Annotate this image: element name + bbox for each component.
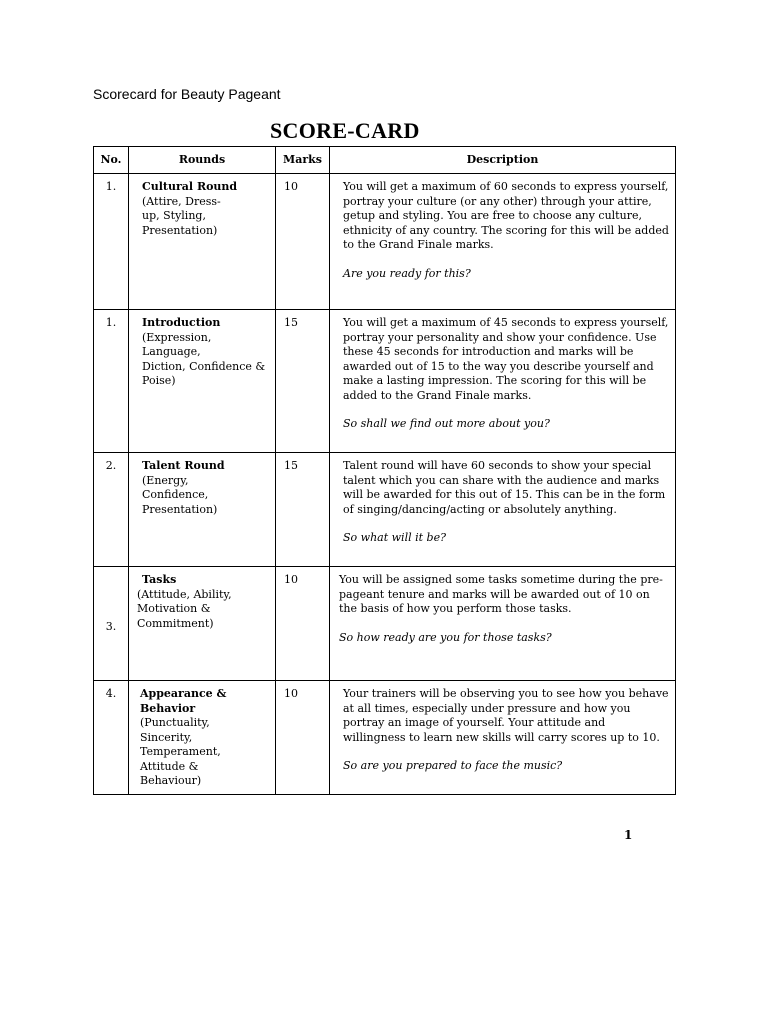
table-row (94, 174, 676, 310)
description-cell (330, 681, 676, 795)
round-criteria: (Energy, Confidence, Presentation) (142, 473, 218, 516)
row-number: 1. (94, 174, 129, 310)
round-cell (129, 453, 276, 567)
description-cell (330, 310, 676, 453)
round-description: You will get a maximum of 45 seconds to express yourself, portray your personality and show your confidence. Use these 45 seconds for introduction and marks will be awarded out of 15 to the way you describe yourself and make a lasting impression. The scoring for this will be added to the Grand Finale marks. (343, 316, 669, 402)
scorecard-table (93, 146, 676, 795)
header-marks: Marks (276, 147, 330, 174)
marks-cell: 15 (276, 310, 330, 453)
row-number: 4. (94, 681, 129, 795)
marks-cell: 10 (276, 567, 330, 681)
round-question: Are you ready for this? (343, 266, 471, 280)
round-name: Talent Round (142, 459, 225, 472)
table-row (94, 453, 676, 567)
round-question: So what will it be? (343, 531, 446, 544)
round-criteria: (Attire, Dress- up, Styling, Presentation) (142, 194, 221, 237)
page-title: SCORE-CARD (270, 118, 420, 143)
round-cell (129, 681, 276, 795)
round-cell (129, 567, 276, 681)
round-criteria: (Attitude, Ability, Motivation & Commitment) (137, 587, 232, 630)
header-no: No. (94, 147, 129, 174)
round-question: So shall we find out more about you? (343, 417, 550, 430)
table-row (94, 681, 676, 795)
row-number: 2. (94, 453, 129, 567)
round-cell (129, 310, 276, 453)
round-name: Appearance & Behavior (140, 687, 227, 715)
marks-cell: 10 (276, 174, 330, 310)
table-row (94, 567, 676, 681)
header-description: Description (330, 147, 676, 174)
round-criteria: (Expression, Language, Diction, Confidence & Poise) (142, 330, 266, 387)
round-name: Cultural Round (142, 180, 238, 193)
description-cell (330, 453, 676, 567)
round-criteria: (Punctuality, Sincerity, Temperament, Attitude & Behaviour) (140, 716, 221, 787)
round-name: Tasks (142, 573, 177, 586)
round-question: So are you prepared to face the music? (343, 759, 563, 772)
description-cell (330, 174, 676, 310)
header-rounds: Rounds (129, 147, 276, 174)
round-description: You will get a maximum of 60 seconds to express yourself, portray your culture (or any other) through your attire, getup and styling. You are free to choose any culture, ethnicity of any country. The scoring for this will be added to the Grand Finale marks. (343, 180, 669, 251)
round-question: So how ready are you for those tasks? (339, 630, 552, 644)
marks-cell: 10 (276, 681, 330, 795)
round-description: Talent round will have 60 seconds to show your special talent which you can share with the audience and marks will be awarded for this out of 15. This can be in the form of singing/dancing/acting or absolutely anything. (343, 459, 666, 516)
round-cell (129, 174, 276, 310)
round-name: Introduction (142, 316, 221, 329)
row-number: 1. (94, 310, 129, 453)
round-description: Your trainers will be observing you to see how you behave at all times, especially under pressure and how you portray an image of yourself. Your attitude and willingness to learn new skills will carry scores up to 10. (343, 687, 669, 744)
round-description: You will be assigned some tasks sometime during the pre-pageant tenure and marks will be awarded out of 10 on the basis of how you perform those tasks. (339, 573, 663, 615)
document-header: Scorecard for Beauty Pageant (93, 86, 281, 102)
marks-cell: 15 (276, 453, 330, 567)
row-number: 3. (94, 567, 129, 681)
table-row (94, 310, 676, 453)
page-number: 1 (624, 828, 633, 842)
table-header-row (94, 147, 676, 174)
description-cell (330, 567, 676, 681)
